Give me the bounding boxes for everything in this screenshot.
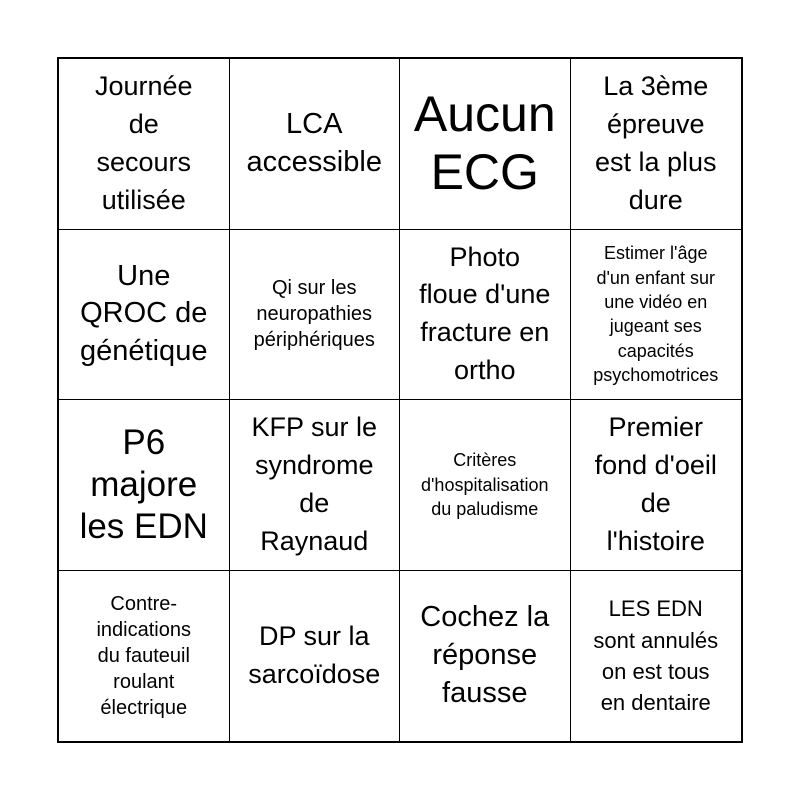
cell-text: Critères d'hospitalisation du paludisme — [420, 450, 549, 519]
bingo-cell[interactable] — [571, 400, 742, 571]
cell-text: Photo floue d'une fracture en ortho — [419, 241, 551, 386]
cell-text: Premier fond d'oeil de l'histoire — [594, 412, 717, 556]
bingo-cell[interactable] — [400, 230, 571, 401]
cell-text: La 3ème épreuve est la plus dure — [594, 71, 717, 215]
bingo-cell[interactable] — [230, 400, 401, 571]
cell-text: Une QROC de génétique — [80, 259, 208, 368]
cell-text: Contre- indications du fauteuil roulant électrique — [96, 592, 191, 719]
bingo-cell[interactable] — [400, 571, 571, 742]
bingo-cell[interactable] — [571, 59, 742, 230]
bingo-cell[interactable] — [59, 230, 230, 401]
cell-text: P6 majore les EDN — [79, 422, 208, 546]
bingo-cell[interactable] — [59, 400, 230, 571]
cell-text: Cochez la réponse fausse — [420, 601, 550, 709]
bingo-cell[interactable] — [230, 571, 401, 742]
bingo-cell[interactable] — [400, 400, 571, 571]
cell-text: Aucun ECG — [413, 86, 556, 200]
cell-text: DP sur la sarcoïdose — [248, 620, 381, 689]
bingo-cell[interactable] — [59, 571, 230, 742]
cell-text: LES EDN sont annulés on est tous en dentaire — [593, 596, 719, 715]
cell-text: LCA accessible — [246, 108, 382, 178]
bingo-cell[interactable] — [230, 59, 401, 230]
cell-text: Qi sur les neuropathies périphériques — [253, 277, 375, 352]
bingo-cell[interactable] — [59, 59, 230, 230]
cell-text: KFP sur le syndrome de Raynaud — [251, 412, 378, 556]
bingo-cell[interactable] — [230, 230, 401, 401]
bingo-cell[interactable] — [571, 230, 742, 401]
bingo-board — [57, 57, 743, 743]
cell-text: Journée de secours utilisée — [94, 71, 193, 215]
bingo-cell[interactable] — [571, 571, 742, 742]
cell-text: Estimer l'âge d'un enfant sur une vidéo en jugeant ses capacités psychomotrices — [593, 243, 719, 385]
bingo-cell[interactable] — [400, 59, 571, 230]
